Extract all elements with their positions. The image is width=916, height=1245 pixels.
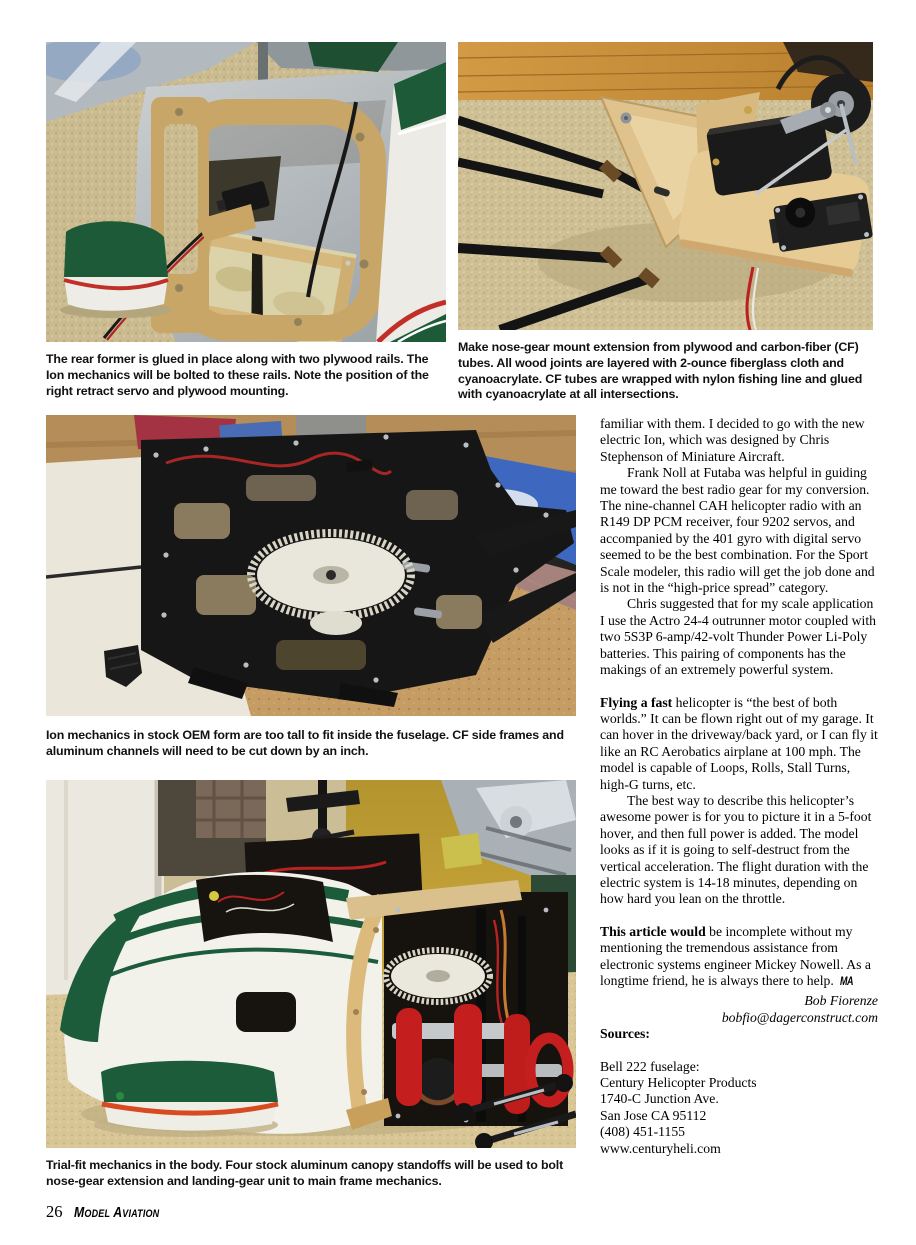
photo-rear-former-illustration (46, 42, 446, 342)
source-line: (408) 451-1155 (600, 1124, 686, 1140)
left-sponson (60, 221, 172, 318)
byline-author: Bob Fiorenze (804, 993, 878, 1009)
article-column (600, 416, 878, 1157)
page-number: 26 (46, 1202, 63, 1221)
byline (600, 993, 878, 1026)
velcro-strap (454, 1004, 482, 1110)
source-line: Bell 222 fuselage: (600, 1058, 700, 1074)
article-paragraph: This article would be incomplete without my mentioning the tremendous assistance from electronic systems engineer Mickey Nowell. As a longtime friend, he is always there to help. MA (600, 924, 878, 991)
article-paragraph: Flying a fast helicopter is “the best of both worlds.” It can be flown right out of my garage. It can hover in the driveway/back yard, or I can fly it like an RC Aerobatics airplane at 100 mph. The model is capable of Loops, Rolls, Stall Turns, high-G turns, etc. (600, 694, 878, 792)
cockpit-opening (196, 875, 333, 942)
source-line: 1740-C Junction Ave. (600, 1091, 719, 1107)
caption-nose-gear: Make nose-gear mount extension from plywood and carbon-fiber (CF) tubes. All wood joints are layered with 2-ounce fiberglass cloth and cyanoacrylate. CF tubes are wrapped with nylon fishing line and glued with cyanoacrylate at all intersections. (458, 340, 863, 402)
source-line: San Jose CA 95112 (600, 1107, 707, 1123)
sources-heading: Sources: (600, 1026, 650, 1042)
magazine-logo: Model Aviation (73, 1204, 159, 1221)
bold-lead-in: Flying a fast (600, 694, 673, 710)
bold-lead-in: This article would (600, 923, 706, 939)
source-line: Century Helicopter Products (600, 1075, 757, 1091)
photo-ion-mechanics-illustration (46, 415, 576, 716)
photo-trial-fit (46, 780, 576, 1148)
caption-trial-fit: Trial-fit mechanics in the body. Four stock aluminum canopy standoffs will be used to bolt nose-gear extension and landing-gear unit to main frame mechanics. (46, 1158, 564, 1188)
photo-nose-gear-illustration (458, 42, 873, 330)
sticky-note (441, 833, 482, 869)
page-footer (46, 1202, 178, 1222)
caption-rear-former: The rear former is glued in place along with two plywood rails. The Ion mechanics will be bolted to these rails. Note the position of the right retract servo and plywood mounting. (46, 352, 429, 398)
article-paragraph: The best way to describe this helicopter’s awesome power is for you to picture it in a 5-foot hover, and then full power is added. The model looks as if it is going to self-destruct from the vertical acceleration. The flight duration with the electric system is 14-18 minutes, depending on how hard you lean on the throttle. (600, 792, 872, 907)
article-paragraph: familiar with them. I decided to go with the new electric Ion, which was designed by Chris Stephenson of Miniature Aircraft. (600, 416, 865, 464)
sources-list (600, 1059, 878, 1157)
source-line: www.centuryheli.com (600, 1140, 721, 1156)
photo-ion-mechanics (46, 415, 576, 716)
article-paragraph: Chris suggested that for my scale application I use the Actro 24-4 outrunner motor coupled with two 5S3P 6-amp/42-volt Thunder Power Li-Poly batteries. This pairing of components has the makings of an extremely powerful system. (600, 596, 876, 678)
byline-email: bobfio@dagerconstruct.com (721, 1009, 878, 1025)
velcro-strap (396, 1008, 422, 1106)
ma-end-logo: MA (839, 976, 853, 988)
photo-trial-fit-illustration (46, 780, 576, 1148)
caption-ion-mechanics: Ion mechanics in stock OEM form are too tall to fit inside the fuselage. CF side frames and aluminum channels will need to be cut down by an inch. (46, 728, 564, 758)
photo-rear-former (46, 42, 446, 342)
article-paragraph: Frank Noll at Futaba was helpful in guiding me toward the best radio gear for my conversion. The nine-channel CAH helicopter radio with an R149 DP PCM receiver, four 9202 servos, and accompanied by the 401 gyro with digital servo seemed to be the best combination. For the Sport Scale modeler, this radio will get the job done and is not in the “high-price spread” category. (600, 465, 875, 596)
photo-nose-gear-mount (458, 42, 873, 330)
